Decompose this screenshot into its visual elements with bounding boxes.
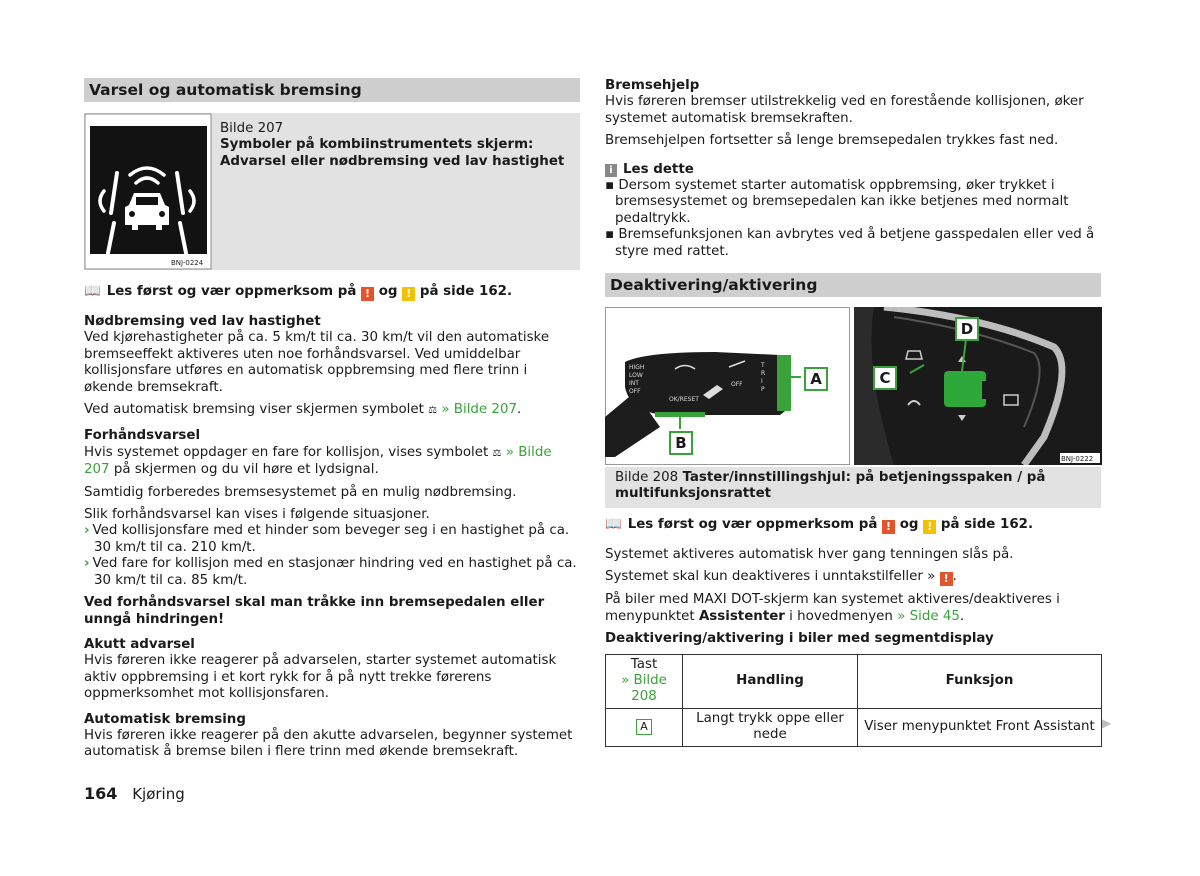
- book-icon: 📖: [605, 516, 622, 532]
- right-column: [605, 78, 1101, 747]
- figure-code: BNJ-0222: [1061, 455, 1094, 464]
- chevron-right-icon: ›: [84, 523, 90, 539]
- table-heading: Deaktivering/aktivering i biler med segmentdisplay: [605, 631, 994, 647]
- page-number: 164: [84, 784, 118, 803]
- note-box: [605, 162, 1101, 260]
- col-header-handling: Handling: [683, 654, 858, 708]
- lever-label: OFF: [731, 381, 743, 389]
- info-icon: i: [605, 164, 617, 177]
- read-first-line: 📖 Les først og vær oppmerksom på ! og ! på side 162.: [84, 284, 513, 300]
- figure-caption: Taster/innstillingshjul: på betjeningsspaken / på multifunksjonsrattet: [615, 470, 1046, 502]
- table-cell: Viser menypunktet Front Assistant: [858, 708, 1102, 746]
- section-title: Deaktivering/aktivering: [605, 273, 1101, 297]
- list-item: ▪ Dersom systemet starter automatisk oppbremsing, øker trykket i bremsesystemet og bremsepedalen kan ikke betjenes med normalt pedaltrykk.: [605, 178, 1069, 226]
- table-header-row: [606, 654, 1102, 708]
- list-item: ▪ Bremsefunksjonen kan avbrytes ved å betjene gasspedalen eller ved å styre med rattet.: [605, 227, 1095, 259]
- square-bullet-icon: ▪: [605, 227, 619, 243]
- paragraph: Hvis føreren ikke reagerer på advarselen, starter systemet automatisk aktiv oppbremsing i et kort rykk for å på nytt trekke førerens oppmerksomhet mot kollisjonsfaren.: [84, 653, 557, 702]
- figure-link[interactable]: » Bilde 207: [84, 444, 552, 478]
- lever-label: LOW: [629, 372, 643, 380]
- lever-label: R: [761, 370, 766, 378]
- situation-list: [84, 523, 580, 589]
- paragraph: Systemet aktiveres automatisk hver gang tenningen slås på.: [605, 546, 1014, 562]
- warning-icon: !: [361, 287, 374, 301]
- col-header-funksjon: Funksjon: [858, 654, 1102, 708]
- figure-link[interactable]: » Bilde 208: [621, 672, 667, 705]
- caution-icon: !: [402, 287, 415, 301]
- paragraph: Slik forhåndsvarsel kan vises i følgende situasjoner.: [84, 507, 430, 523]
- callout-a: A: [804, 367, 828, 391]
- square-bullet-icon: ▪: [605, 178, 619, 194]
- lever-label: T: [761, 362, 765, 370]
- figure-code: BNJ-0224: [171, 259, 204, 267]
- section-title: Varsel og automatisk bremsing: [84, 78, 580, 102]
- segment-display-table: [605, 654, 1102, 747]
- paragraph: Samtidig forberedes bremsesystemet på en mulig nødbremsing.: [84, 484, 517, 500]
- figure-208-caption-box: [605, 467, 1101, 508]
- key-a-badge: A: [636, 719, 652, 735]
- car-waves-icon: ⚖: [428, 405, 438, 417]
- left-column: [84, 78, 580, 767]
- col-header-tast: Tast: [630, 656, 658, 672]
- lever-label: OFF: [629, 388, 641, 396]
- figure-208: [605, 307, 1101, 467]
- display-symbol-image: [84, 113, 214, 270]
- paragraph: Bremsehjelpen fortsetter så lenge bremsepedalen trykkes fast ned.: [605, 133, 1059, 149]
- page-ref-link[interactable]: på side 162.: [419, 284, 513, 299]
- callout-c: C: [873, 366, 897, 390]
- lever-label: HIGH: [629, 364, 645, 372]
- lever-label: I: [761, 378, 763, 386]
- figure-number: Bilde 207: [220, 121, 284, 136]
- callout-b: B: [669, 431, 693, 455]
- paragraph: Systemet skal kun deaktiveres i unntakstilfeller » ! .: [605, 569, 957, 586]
- page-footer: [84, 786, 185, 802]
- continue-arrow-icon: ▶: [1102, 716, 1112, 730]
- note-title: Les dette: [623, 161, 694, 177]
- paragraph: Hvis systemet oppdager en fare for kollisjon, vises symbolet ⚖ » Bilde 207 på skjermen og du vil høre et lydsignal.: [84, 444, 552, 478]
- chevron-right-icon: ›: [84, 556, 90, 572]
- lever-label: OK/RESET: [669, 396, 699, 404]
- table-row: [606, 708, 1102, 746]
- page-link[interactable]: » Side 45: [897, 608, 960, 624]
- heading-akutt: Akutt advarsel: [84, 636, 195, 652]
- figure-caption: Symboler på kombiinstrumentets skjerm: Advarsel eller nødbremsing ved lav hastighet: [220, 137, 565, 169]
- table-cell: Langt trykk oppe eller nede: [683, 708, 858, 746]
- figure-number: Bilde 208: [615, 470, 679, 486]
- lever-label: P: [761, 386, 765, 394]
- figure-link[interactable]: » Bilde 207: [441, 402, 517, 418]
- warning-icon: !: [882, 520, 895, 534]
- paragraph: Ved automatisk bremsing viser skjermen symbolet ⚖ » Bilde 207.: [84, 402, 522, 418]
- paragraph: På biler med MAXI DOT-skjerm kan systemet aktiveres/deaktiveres i menypunktet Assistenter i hovedmenyen » Side 45.: [605, 592, 1060, 624]
- car-waves-icon: ⚖: [492, 447, 502, 459]
- paragraph: Ved kjørehastigheter på ca. 5 km/t til ca. 30 km/t vil den automatiske bremseeffekt aktiveres uten noe forhåndsvarsel. Ved umiddelbar kollisjonsfare utføres en automatisk oppbremsing med flere trinn i økende bremsekraft.: [84, 330, 550, 395]
- chapter-name: Kjøring: [132, 785, 185, 803]
- paragraph: Hvis føreren ikke reagerer på den akutte advarselen, begynner systemet automatisk å bremse bilen i flere trinn med økende bremsekraft.: [84, 727, 573, 760]
- heading-bremsehjelp: Bremsehjelp: [605, 78, 700, 93]
- bold-paragraph: Ved forhåndsvarsel skal man tråkke inn bremsepedalen eller unngå hindringen!: [84, 595, 545, 627]
- callout-d: D: [955, 317, 979, 341]
- heading-nodbremsing: Nødbremsing ved lav hastighet: [84, 314, 321, 329]
- lever-label: INT: [629, 380, 639, 388]
- page-ref-link[interactable]: på side 162.: [940, 516, 1034, 532]
- warning-icon[interactable]: !: [940, 572, 953, 586]
- list-item: › Ved kollisjonsfare med et hinder som beveger seg i en hastighet på ca. 30 km/t til ca. 210 km/t.: [84, 523, 570, 555]
- heading-forhandsvarsel: Forhåndsvarsel: [84, 428, 201, 444]
- read-first-line: 📖 Les først og vær oppmerksom på ! og ! på side 162.: [605, 516, 1034, 533]
- list-item: › Ved fare for kollisjon med en stasjonær hindring ved en hastighet på ca. 30 km/t til ca. 85 km/t.: [84, 556, 577, 588]
- heading-automatisk: Automatisk bremsing: [84, 711, 246, 727]
- paragraph: Hvis føreren bremser utilstrekkelig ved en forestående kollisjonen, øker systemet automatisk bremsekraften.: [605, 94, 1084, 126]
- caution-icon: !: [923, 520, 936, 534]
- book-icon: 📖: [84, 284, 101, 299]
- figure-207: [84, 113, 580, 270]
